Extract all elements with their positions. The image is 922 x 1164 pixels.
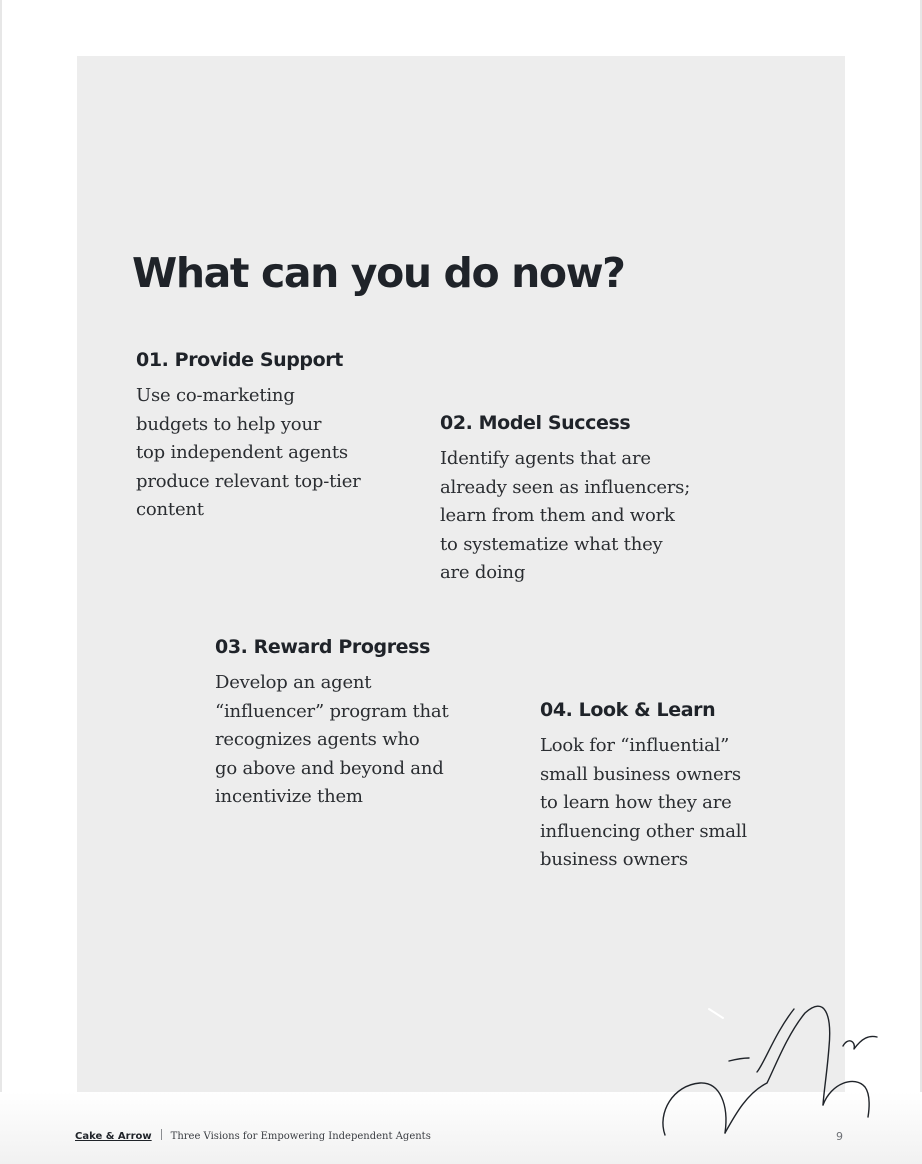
page-number: 9 [836, 1130, 843, 1143]
page-footer [75, 1129, 431, 1145]
action-item-model-success [440, 409, 780, 588]
action-item-body: Develop an agent “influencer” program that recognizes agents who go above and beyond and incentivize them [215, 672, 449, 808]
action-item-look-and-learn [540, 696, 880, 875]
action-item-heading: 02. Model Success [440, 412, 631, 434]
action-item-body: Identify agents that are already seen as influencers; learn from them and work to systematize what they are doing [440, 448, 691, 584]
action-item-heading: 04. Look & Learn [540, 699, 716, 721]
action-item-reward-progress [215, 633, 555, 812]
action-item-provide-support [136, 346, 476, 525]
bird-doodle-illustration [655, 995, 890, 1145]
action-item-body: Look for “influential” small business owners to learn how they are influencing other small business owners [540, 735, 747, 871]
action-item-body: Use co-marketing budgets to help your top independent agents produce relevant top-tier content [136, 385, 361, 521]
report-title: Three Visions for Empowering Independent Agents [170, 1131, 431, 1142]
page-title: What can you do now? [132, 249, 625, 297]
page-edge-left [0, 0, 2, 1164]
action-item-heading: 01. Provide Support [136, 349, 343, 371]
action-item-heading: 03. Reward Progress [215, 636, 430, 658]
brand-link[interactable]: Cake & Arrow [75, 1131, 152, 1142]
footer-divider [161, 1129, 162, 1140]
